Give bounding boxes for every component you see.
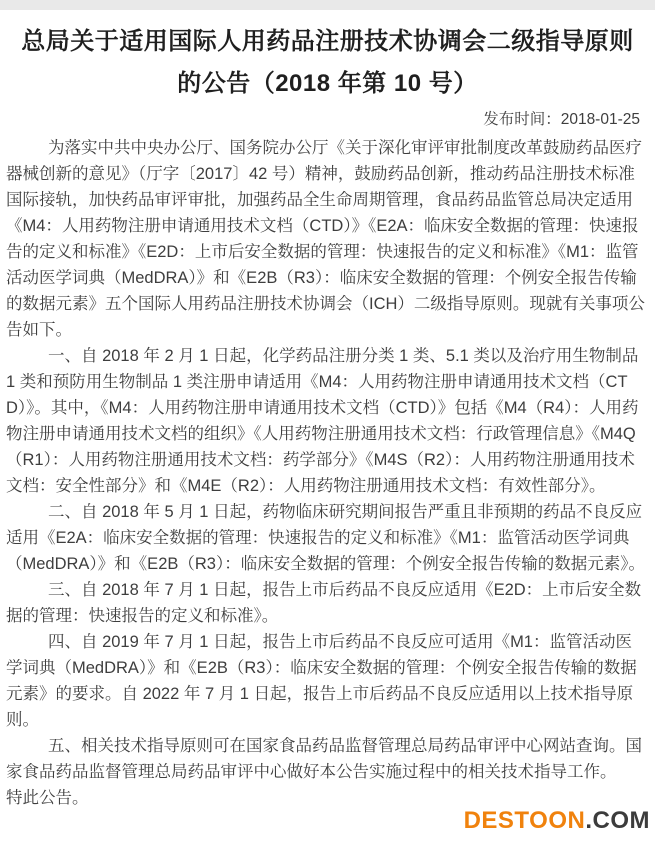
paragraph-item-1: 一、自 2018 年 2 月 1 日起，化学药品注册分类 1 类、5.1 类以及治疗用生物制品 1 类和预防用生物制品 1 类注册申请适用《M4：人用药物注册申请通用技术文档（CTD）》。其中，《M4：人用药物注册申请通用技术文档（CTD）》包括《M4（R4）：人用药物注册申请通用技术文档的组织》《人用药物注册通用技术文档：行政管理信息》《M4Q（R1）：人用药物注册通用技术文档：药学部分》《M4S（R2）：人用药物注册通用技术文档：安全性部分》和《M4E（R2）：人用药物注册通用技术文档：有效性部分》。 xyxy=(6,347,639,495)
paragraph-item-2: 二、自 2018 年 5 月 1 日起，药物临床研究期间报告严重且非预期的药品不良反应适用《E2A：临床安全数据的管理：快速报告的定义和标准》《M1：监管活动医学词典（MedDRA）》和《E2B（R3）：临床安全数据的管理：个例安全报告传输的数据元素》。 xyxy=(6,503,645,573)
paragraph-item-3: 三、自 2018 年 7 月 1 日起，报告上市后药品不良反应适用《E2D：上市后安全数据的管理：快速报告的定义和标准》。 xyxy=(6,581,642,625)
announcement-body xyxy=(0,135,655,811)
title-line-1: 总局关于适用国际人用药品注册技术协调会二级指导原则 xyxy=(21,28,634,55)
watermark-brand-text: DESTOON xyxy=(463,807,586,834)
page-title xyxy=(14,21,641,105)
title-line-2: 的公告（2018 年第 10 号） xyxy=(177,70,478,97)
publish-time: 发布时间：2018-01-25 xyxy=(483,111,640,128)
paragraph-item-4: 四、自 2019 年 7 月 1 日起，报告上市后药品不良反应可适用《M1：监管活动医学词典（MedDRA）》和《E2B（R3）：临床安全数据的管理：个例安全报告传输的数据元素》的要求。自 2022 年 7 月 1 日起，报告上市后药品不良反应适用以上技术指导原则。 xyxy=(6,633,637,729)
paragraph-closing: 特此公告。 xyxy=(6,789,89,807)
paragraph-item-5: 五、相关技术指导原则可在国家食品药品监督管理总局药品审评中心网站查询。国家食品药品监督管理总局药品审评中心做好本公告实施过程中的相关技术指导工作。 xyxy=(6,737,642,781)
paragraph-intro: 为落实中共中央办公厅、国务院办公厅《关于深化审评审批制度改革鼓励药品医疗器械创新的意见》（厅字〔2017〕42 号）精神，鼓励药品创新，推动药品注册技术标准国际接轨，加快药品审评审批，加强药品全生命周期管理，食品药品监管总局决定适用《M4：人用药物注册申请通用技术文档（CTD）》《E2A：临床安全数据的管理：快速报告的定义和标准》《E2D：上市后安全数据的管理：快速报告的定义和标准》《M1：监管活动医学词典（MedDRA）》和《E2B（R3）：临床安全数据的管理：个例安全报告传输的数据元素》五个国际人用药品注册技术协调会（ICH）二级指导原则。现就有关事项公告如下。 xyxy=(6,139,645,339)
destoon-watermark-logo xyxy=(464,807,650,835)
top-bar xyxy=(0,0,655,10)
watermark-suffix-text: .COM xyxy=(585,807,650,834)
